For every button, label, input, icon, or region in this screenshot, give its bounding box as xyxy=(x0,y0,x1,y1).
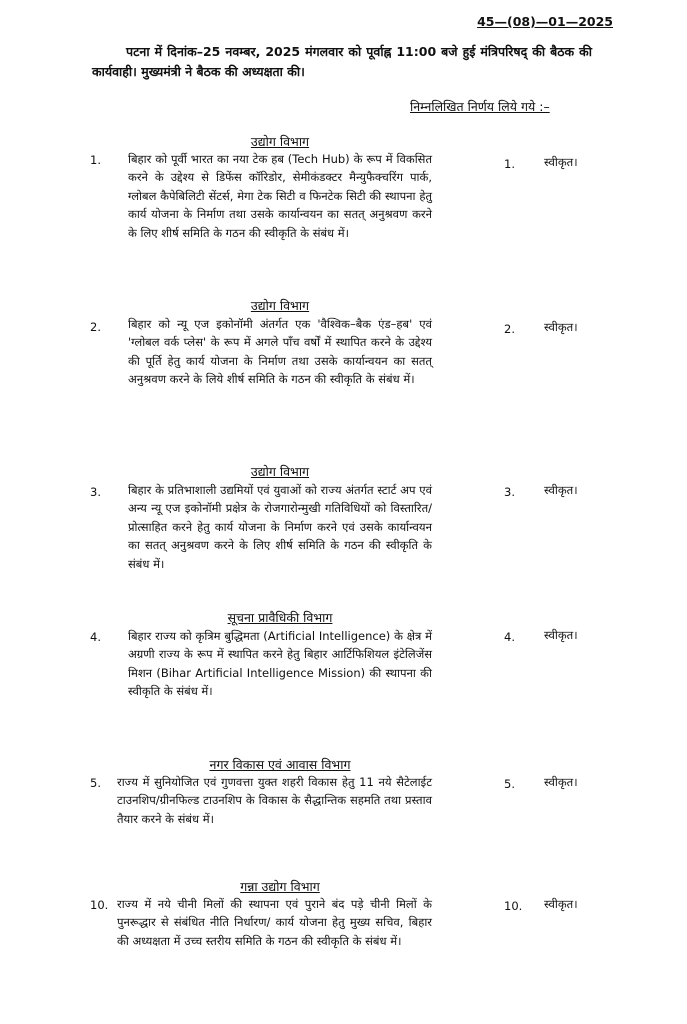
approval-status: स्वीकृत। xyxy=(544,897,578,911)
result-number: 4. xyxy=(504,630,515,644)
item-text: बिहार को पूर्वी भारत का नया टेक हब (Tech Hub) के रूप में विकसित करने के उद्देश्य से डिफेंस कॉरिडोर, सेमीकंडक्टर मैन्युफैक्चरिंग पार्क, ग्लोबल कैपेबिलिटी सेंटर्स, मेगा टेक सिटी व फिनटेक सिटी की स्थापना हेतु कार्य योजना के निर्माण तथा उसके कार्यान्वयन का सतत् अनुश्रवण करने के लिए शीर्ष समिति के गठन की स्वीकृति के संबंध में। xyxy=(128,152,432,240)
item-text: राज्य में नये चीनी मिलों की स्थापना एवं पुराने बंद पड़े चीनी मिलों के पुनरूद्धार से संबंधित नीति निर्धारण/ कार्य योजना हेतु मुख्य सचिव, बिहार की अध्यक्षता में उच्च स्तरीय समिति के गठन की स्वीकृति के संबंध में। xyxy=(117,897,432,948)
item-number: 10. xyxy=(90,898,109,912)
approval-status: स्वीकृत। xyxy=(544,483,578,497)
item-number: 4. xyxy=(90,630,101,644)
result-number: 3. xyxy=(504,485,515,499)
approval-status: स्वीकृत। xyxy=(544,628,578,642)
approval-status: स्वीकृत। xyxy=(544,320,578,334)
item-text: बिहार राज्य को कृत्रिम बुद्धिमता (Artificial Intelligence) के क्षेत्र में अग्रणी राज्य के रूप में स्थापित करने हेतु बिहार आर्टिफिशियल इंटेलिजेंस मिशन (Bihar Artificial Intelligence Mission) की स्थापना की स्वीकृति के संबंध में। xyxy=(128,629,432,699)
item-text: बिहार को न्यू एज इकोनॉमी अंतर्गत एक 'वैश्विक–बैक एंड–हब' एवं 'ग्लोबल वर्क प्लेस' के रूप में अगले पाँच वर्षों में स्थापित करने के उद्देश्य की पूर्ति हेतु कार्य योजना के निर्माण तथा उसके कार्यान्वयन का सतत् अनुश्रवण करने के लिये शीर्ष समिति के गठन की स्वीकृति के संबंध में। xyxy=(128,317,432,387)
item-number: 5. xyxy=(90,776,101,790)
department-heading: सूचना प्रावैधिकी विभाग xyxy=(227,610,333,625)
result-number: 2. xyxy=(504,322,515,336)
department-heading: गन्ना उद्योग विभाग xyxy=(240,879,320,894)
item-number: 1. xyxy=(90,153,101,167)
item-text: राज्य में सुनियोजित एवं गुणवत्ता युक्त शहरी विकास हेतु 11 नये सैटेलाईट टाउनशिप/ग्रीनफिल्ड टाउनशिप के विकास के सैद्धान्तिक सहमति तथा प्रस्ताव तैयार करने के संबंध में। xyxy=(117,775,432,826)
item-number: 3. xyxy=(90,485,101,499)
approval-status: स्वीकृत। xyxy=(544,775,578,789)
department-heading: नगर विकास एवं आवास विभाग xyxy=(209,757,351,772)
item-number: 2. xyxy=(90,320,101,334)
meeting-intro: पटना में दिनांक–25 नवम्बर, 2025 मंगलवार को पूर्वाह्न 11:00 बजे हुई मंत्रिपरिषद् की बैठक की कार्यवाही। मुख्यमंत्री ने बैठक की अध्यक्षता की। xyxy=(92,44,592,79)
department-heading: उद्योग विभाग xyxy=(250,134,310,149)
result-number: 5. xyxy=(504,777,515,791)
department-heading: उद्योग विभाग xyxy=(250,464,310,479)
result-number: 10. xyxy=(504,899,523,913)
decisions-heading: निम्नलिखित निर्णय लिये गये :– xyxy=(410,99,550,114)
department-heading: उद्योग विभाग xyxy=(250,298,310,313)
reference-number: 45—(08)—01—2025 xyxy=(477,14,613,29)
item-text: बिहार के प्रतिभाशाली उद्यमियों एवं युवाओं को राज्य अंतर्गत स्टार्ट अप एवं अन्य न्यू एज इकोनॉमी प्रक्षेत्र के रोजगारोन्मुखी गतिविधियों को विस्तारित/प्रोत्साहित करने हेतु कार्य योजना के निर्माण करने एवं उसके कार्यान्वयन का सतत् अनुश्रवण करने के लिए शीर्ष समिति के गठन की स्वीकृति के संबंध में। xyxy=(128,483,432,571)
approval-status: स्वीकृत। xyxy=(544,155,578,169)
result-number: 1. xyxy=(504,157,515,171)
